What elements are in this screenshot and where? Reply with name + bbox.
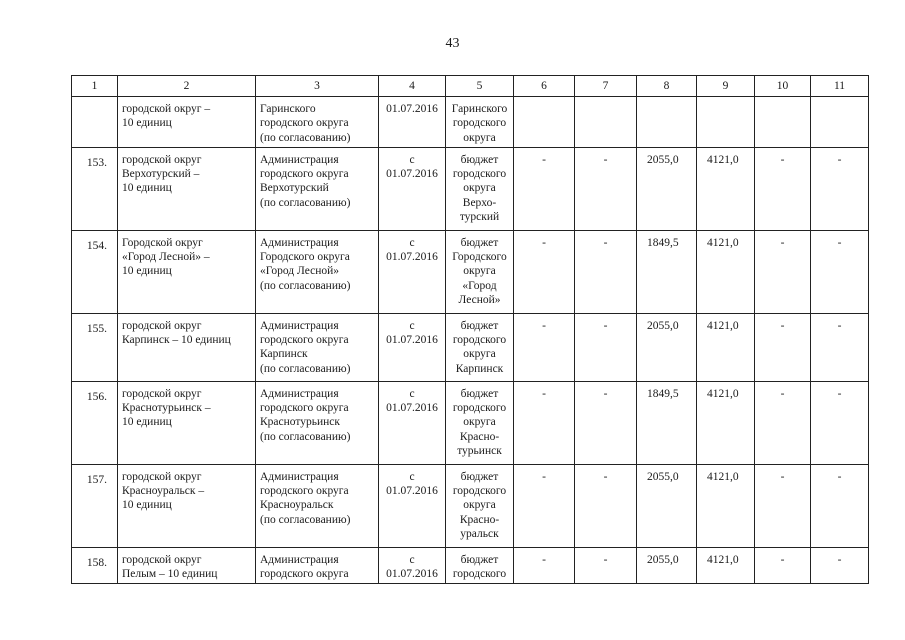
table-cell-col-2: городской округ Карпинск – 10 единиц xyxy=(118,313,256,381)
table-cell-col-11: - xyxy=(811,381,869,464)
table-cell-col-11: - xyxy=(811,147,869,230)
table-cell-col-5: бюджет городского округа Красно- турьинск xyxy=(446,381,514,464)
table-cell-col-7 xyxy=(575,97,637,148)
header-cell: 8 xyxy=(637,76,697,97)
table-cell-col-3: Администрация городского округа xyxy=(256,547,379,584)
table-cell-col-6: - xyxy=(514,464,575,547)
table-cell-col-8: 1849,5 xyxy=(637,381,697,464)
header-cell: 7 xyxy=(575,76,637,97)
table-cell-col-10 xyxy=(755,97,811,148)
table-row xyxy=(72,547,869,584)
table-cell-col-2: городской округ Красноуральск – 10 единиц xyxy=(118,464,256,547)
table-cell-col-2: городской округ Верхотурский – 10 единиц xyxy=(118,147,256,230)
table-cell-col-9: 4121,0 xyxy=(697,381,755,464)
table-cell-col-7: - xyxy=(575,230,637,313)
table-cell-col-8: 2055,0 xyxy=(637,147,697,230)
table-cell-col-2: городской округ Краснотурьинск – 10 единиц xyxy=(118,381,256,464)
table-cell-col-7: - xyxy=(575,464,637,547)
table-cell-col-1 xyxy=(72,97,118,148)
table-cell-col-6: - xyxy=(514,230,575,313)
table-cell-col-8 xyxy=(637,97,697,148)
table-cell-col-10: - xyxy=(755,230,811,313)
header-cell: 3 xyxy=(256,76,379,97)
table-cell-col-11 xyxy=(811,97,869,148)
table-row xyxy=(72,381,869,464)
table-cell-col-1: 157. xyxy=(72,464,118,547)
header-cell: 6 xyxy=(514,76,575,97)
table-row xyxy=(72,313,869,381)
table-cell-col-2: городской округ Пелым – 10 единиц xyxy=(118,547,256,584)
table-cell-col-3: Администрация Городского округа «Город Лесной» (по согласованию) xyxy=(256,230,379,313)
table-cell-col-11: - xyxy=(811,313,869,381)
table-cell-col-3: Администрация городского округа Карпинск (по согласованию) xyxy=(256,313,379,381)
table-cell-col-3: Гаринского городского округа (по согласованию) xyxy=(256,97,379,148)
header-cell: 5 xyxy=(446,76,514,97)
table-cell-col-9: 4121,0 xyxy=(697,464,755,547)
header-cell: 9 xyxy=(697,76,755,97)
table-row xyxy=(72,97,869,148)
table-cell-col-1: 153. xyxy=(72,147,118,230)
table-cell-col-5: бюджет городского xyxy=(446,547,514,584)
table-row xyxy=(72,147,869,230)
table-cell-col-1: 154. xyxy=(72,230,118,313)
table-cell-col-6: - xyxy=(514,147,575,230)
table-cell-col-8: 2055,0 xyxy=(637,313,697,381)
table-cell-col-9: 4121,0 xyxy=(697,230,755,313)
table-cell-col-2: Городской округ «Город Лесной» – 10 единиц xyxy=(118,230,256,313)
header-cell: 10 xyxy=(755,76,811,97)
table-cell-col-2: городской округ – 10 единиц xyxy=(118,97,256,148)
header-cell: 2 xyxy=(118,76,256,97)
table-cell-col-4: с 01.07.2016 xyxy=(379,147,446,230)
table-cell-col-10: - xyxy=(755,464,811,547)
table-cell-col-6: - xyxy=(514,381,575,464)
table-cell-col-6: - xyxy=(514,313,575,381)
table-cell-col-1: 155. xyxy=(72,313,118,381)
table-cell-col-6 xyxy=(514,97,575,148)
table-cell-col-7: - xyxy=(575,313,637,381)
table-cell-col-4: с 01.07.2016 xyxy=(379,313,446,381)
table-cell-col-4: 01.07.2016 xyxy=(379,97,446,148)
table-cell-col-4: с 01.07.2016 xyxy=(379,547,446,584)
table-cell-col-9: 4121,0 xyxy=(697,547,755,584)
table-cell-col-11: - xyxy=(811,464,869,547)
table-cell-col-3: Администрация городского округа Краснотурьинск (по согласованию) xyxy=(256,381,379,464)
table-cell-col-7: - xyxy=(575,547,637,584)
header-cell: 1 xyxy=(72,76,118,97)
table-cell-col-3: Администрация городского округа Верхотурский (по согласованию) xyxy=(256,147,379,230)
table-cell-col-9: 4121,0 xyxy=(697,147,755,230)
table-cell-col-8: 2055,0 xyxy=(637,547,697,584)
table-cell-col-4: с 01.07.2016 xyxy=(379,381,446,464)
table-cell-col-1: 156. xyxy=(72,381,118,464)
table-cell-col-5: бюджет городского округа Верхо- турский xyxy=(446,147,514,230)
table-cell-col-7: - xyxy=(575,147,637,230)
table-cell-col-5: бюджет городского округа Красно- уральск xyxy=(446,464,514,547)
budget-table xyxy=(71,75,869,584)
header-cell: 4 xyxy=(379,76,446,97)
table-cell-col-4: с 01.07.2016 xyxy=(379,464,446,547)
table-cell-col-10: - xyxy=(755,147,811,230)
page-number: 43 xyxy=(445,36,460,51)
table-cell-col-3: Администрация городского округа Красноуральск (по согласованию) xyxy=(256,464,379,547)
table-cell-col-11: - xyxy=(811,230,869,313)
table-row xyxy=(72,230,869,313)
table-cell-col-6: - xyxy=(514,547,575,584)
table-cell-col-5: Гаринского городского округа xyxy=(446,97,514,148)
table-cell-col-5: бюджет Городского округа «Город Лесной» xyxy=(446,230,514,313)
table-cell-col-9: 4121,0 xyxy=(697,313,755,381)
table-row xyxy=(72,464,869,547)
table-cell-col-1: 158. xyxy=(72,547,118,584)
table-cell-col-10: - xyxy=(755,547,811,584)
table-cell-col-5: бюджет городского округа Карпинск xyxy=(446,313,514,381)
table-cell-col-9 xyxy=(697,97,755,148)
table-cell-col-10: - xyxy=(755,313,811,381)
table-cell-col-7: - xyxy=(575,381,637,464)
table-cell-col-11: - xyxy=(811,547,869,584)
table-cell-col-8: 2055,0 xyxy=(637,464,697,547)
table-cell-col-10: - xyxy=(755,381,811,464)
table-cell-col-4: с 01.07.2016 xyxy=(379,230,446,313)
table-cell-col-8: 1849,5 xyxy=(637,230,697,313)
header-cell: 11 xyxy=(811,76,869,97)
header-row xyxy=(72,76,869,97)
